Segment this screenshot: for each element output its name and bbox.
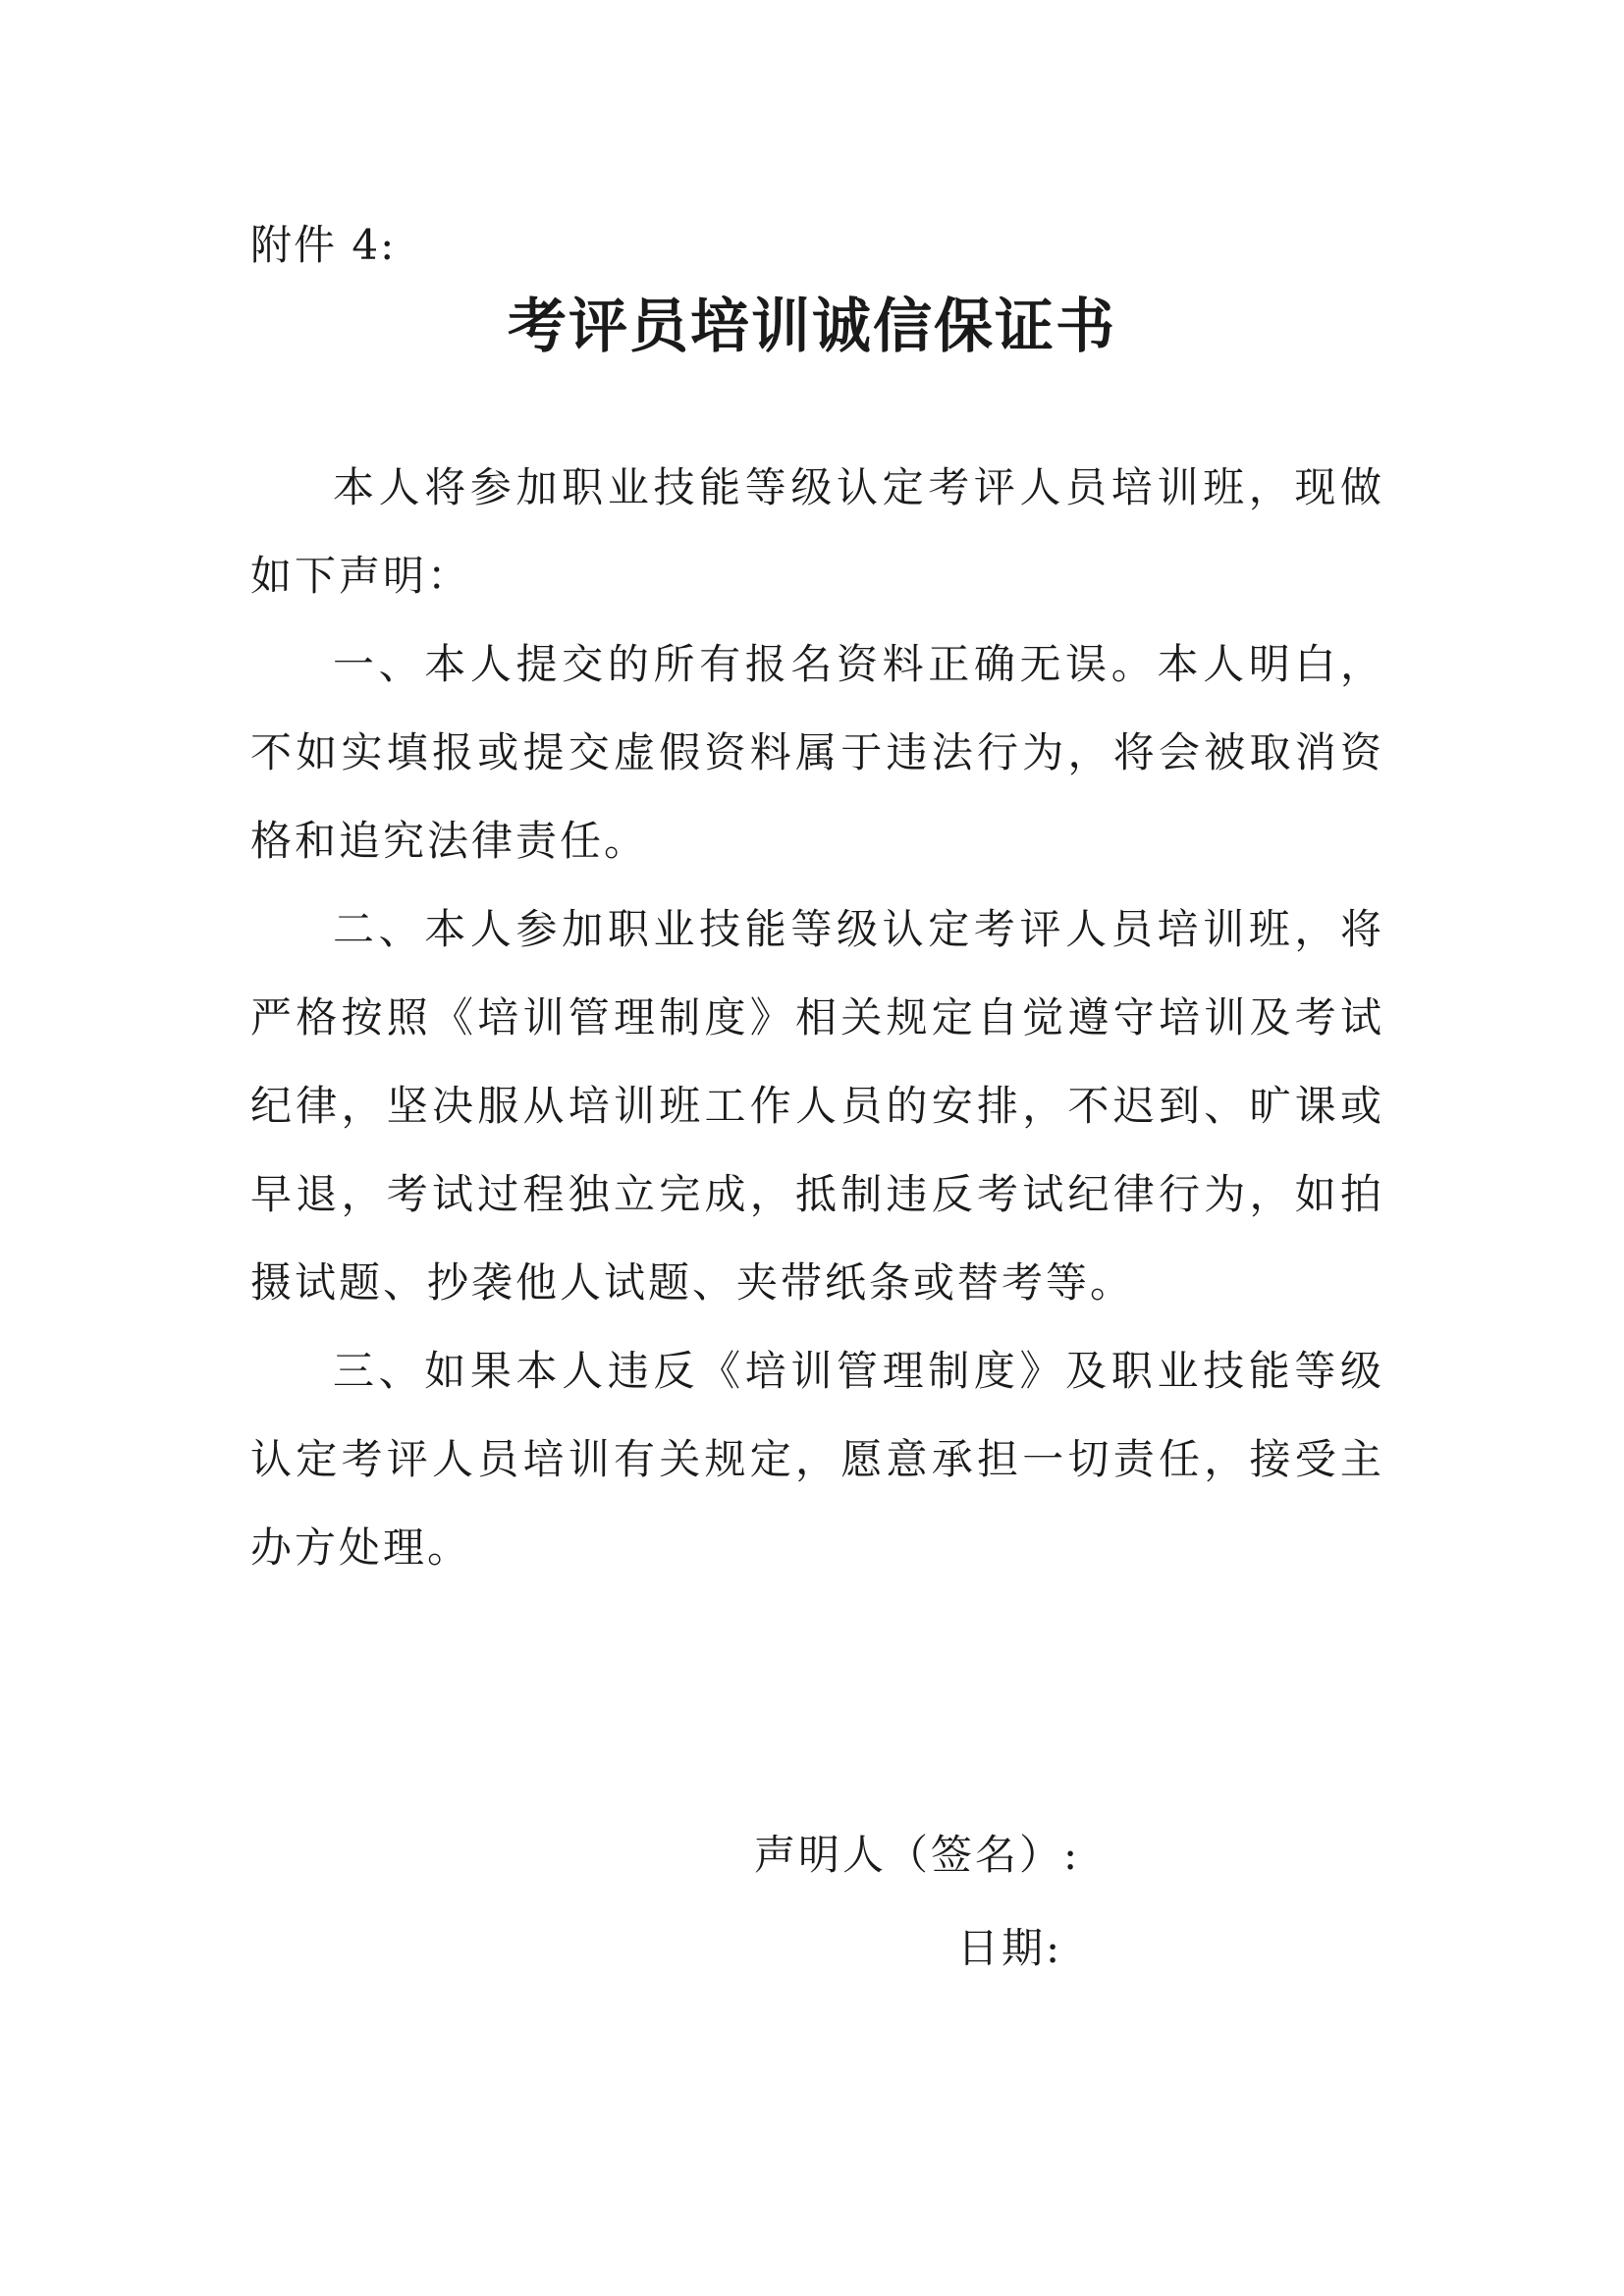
signature-label: 声明人（签名）: [754, 1831, 1081, 1879]
paragraph-intro: 本人将参加职业技能等级认定考评人员培训班，现做如下声明： [250, 463, 1384, 600]
paragraph-clause-3: 三、如果本人违反《培训管理制度》及职业技能等级认定考评人员培训有关规定，愿意承担一切责任，接受主办方处理。 [250, 1347, 1384, 1572]
document-body [250, 444, 1384, 1592]
document-title: 考评员培训诚信保证书 [508, 293, 1116, 361]
date-label: 日期: [957, 1924, 1063, 1972]
paragraph-clause-2: 二、本人参加职业技能等级认定考评人员培训班，将严格按照《培训管理制度》相关规定自觉遵守培训及考试纪律，坚决服从培训班工作人员的安排，不迟到、旷课或早退，考试过程独立完成，抵制违反考试纪律行为，如拍摄试题、抄袭他人试题、夹带纸条或替考等。 [250, 905, 1384, 1307]
paragraph-clause-1: 一、本人提交的所有报名资料正确无误。本人明白，不如实填报或提交虚假资料属于违法行为，将会被取消资格和追究法律责任。 [250, 640, 1384, 865]
attachment-label: 附件 4: [250, 221, 397, 269]
